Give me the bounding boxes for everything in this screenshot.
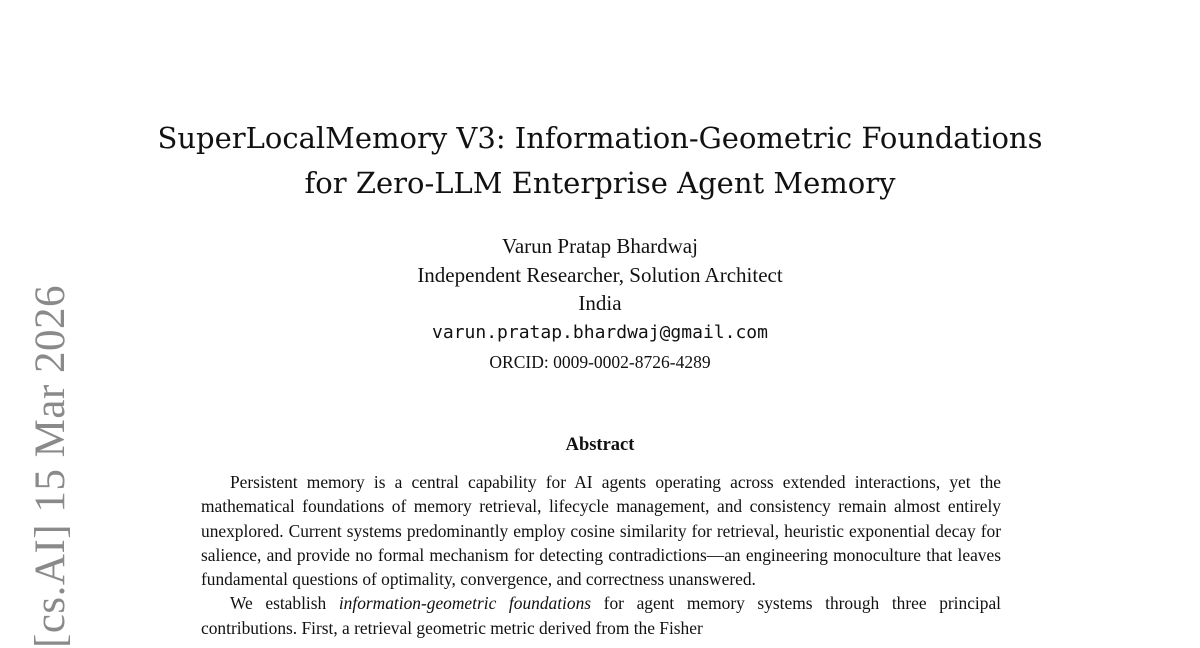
abstract-body (201, 470, 1001, 640)
author-affiliation: Independent Researcher, Solution Architect (417, 262, 783, 287)
abstract-p2-text-end: for agent memory systems through three principal contributions. First, a retrieval geometric metric derived from the Fisher (201, 593, 1002, 638)
author-email-link[interactable]: varun.pratap.bhardwaj@gmail.com (432, 321, 768, 343)
paper-title-line-1: SuperLocalMemory V3: Information-Geometric Foundations (157, 121, 1043, 155)
paper-title-line-2: for Zero-LLM Enterprise Agent Memory (304, 166, 896, 200)
author-country: India (578, 291, 622, 315)
author-block (300, 232, 900, 376)
abstract-p2-text-start: We establish (230, 593, 339, 614)
paper-title (150, 116, 1050, 206)
abstract-heading: Abstract (565, 435, 635, 455)
author-orcid: ORCID: 0009-0002-8726-4289 (489, 351, 711, 372)
abstract-paragraph-2 (201, 591, 1001, 640)
author-name: Varun Pratap Bhardwaj (502, 234, 698, 258)
abstract-p2-emphasis: information-geometric foundations (338, 593, 592, 614)
arxiv-sidebar-stamp: [cs.AI] 15 Mar 2026 (27, 285, 74, 648)
abstract-paragraph-1: Persistent memory is a central capability for AI agents operating across extended interactions, yet the mathematical foundations of memory retrieval, lifecycle management, and consistency remain almost entirely unexplored. Current systems predominantly employ cosine similarity for retrieval, heuristic exponential decay for salience, and provide no formal mechanism for detecting contradictions—an engineering monoculture that leaves fundamental questions of optimality, convergence, and correctness unanswered. (201, 472, 1001, 590)
